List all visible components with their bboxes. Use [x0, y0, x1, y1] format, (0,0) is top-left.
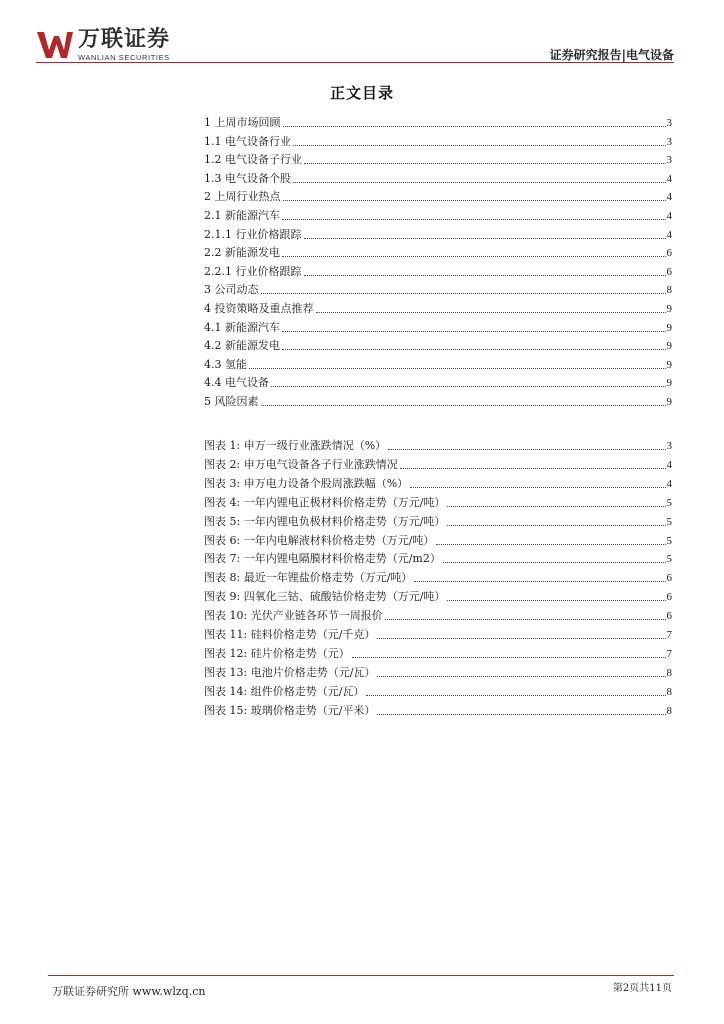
- page-number: 第2页共11页: [612, 983, 672, 994]
- figure-entry-page-number: 5: [666, 534, 672, 547]
- toc-entry[interactable]: [204, 354, 672, 372]
- figure-entry[interactable]: [204, 586, 672, 604]
- dot-leader: [261, 405, 666, 406]
- figure-entry-page-number: 4: [666, 458, 672, 471]
- toc-entry[interactable]: [204, 242, 672, 260]
- figure-entry-label: 图表 3: 申万电力设备个股周涨跌幅（%）: [204, 476, 409, 490]
- figure-entry[interactable]: [204, 435, 672, 453]
- figure-entry[interactable]: [204, 530, 672, 548]
- figure-entry-page-number: 4: [666, 477, 672, 490]
- figure-entry[interactable]: [204, 492, 672, 510]
- dot-leader: [271, 386, 666, 387]
- figure-entry-label: 图表 11: 硅料价格走势（元/千克）: [204, 628, 376, 641]
- figure-entry[interactable]: [204, 643, 672, 661]
- figure-entry-page-number: 6: [666, 591, 672, 604]
- figure-entry-page-number: 6: [666, 572, 672, 585]
- toc-entry-page-number: 9: [666, 358, 672, 371]
- toc-entry-label: 4.3 氢能: [204, 357, 247, 371]
- figure-entry[interactable]: [204, 548, 672, 566]
- toc-entry-label: 1.1 电气设备行业: [204, 134, 291, 148]
- dot-leader: [316, 312, 666, 313]
- figure-entry[interactable]: [204, 567, 672, 585]
- toc-entry-label: 1 上周市场回顾: [204, 116, 281, 129]
- dot-leader: [304, 238, 666, 239]
- toc-entry-page-number: 8: [666, 284, 672, 297]
- figure-entry[interactable]: [204, 605, 672, 623]
- toc-entry-label: 1.3 电气设备个股: [204, 171, 291, 185]
- toc-entry[interactable]: [204, 205, 672, 223]
- dot-leader: [385, 619, 666, 620]
- toc-entry[interactable]: [204, 317, 672, 335]
- dot-leader: [283, 126, 666, 127]
- toc-entry-label: 1.2 电气设备子行业: [204, 153, 302, 167]
- figure-entry-label: 图表 2: 申万电气设备各子行业涨跌情况: [204, 457, 398, 471]
- dot-leader: [377, 638, 665, 639]
- dot-leader: [414, 581, 665, 582]
- dot-leader: [293, 145, 666, 146]
- toc-entry-label: 4.2 新能源发电: [204, 339, 280, 353]
- figure-entry-page-number: 8: [666, 666, 672, 679]
- toc-entry-page-number: 6: [666, 247, 672, 260]
- figure-entry-label: 图表 6: 一年内电解液材料价格走势（万元/吨）: [204, 533, 435, 547]
- toc-entry[interactable]: [204, 335, 672, 353]
- toc-entry[interactable]: [204, 279, 672, 297]
- figure-entry-page-number: 7: [666, 629, 672, 641]
- toc-entry-page-number: 4: [666, 191, 672, 204]
- figure-entry-label: 图表 9: 四氧化三钴、硫酸钴价格走势（万元/吨）: [204, 590, 446, 604]
- figure-entry-label: 图表 8: 最近一年锂盐价格走势（万元/吨）: [204, 571, 413, 585]
- figure-entry-label: 图表 4: 一年内锂电正极材料价格走势（万元/吨）: [204, 495, 446, 509]
- figure-entry[interactable]: [204, 681, 672, 699]
- dot-leader: [352, 657, 666, 658]
- dot-leader: [443, 562, 666, 563]
- figure-entry-page-number: 5: [666, 553, 672, 566]
- dot-leader: [410, 487, 665, 488]
- toc-entry-page-number: 9: [666, 340, 672, 353]
- footer-source: 万联证券研究所 www.wlzq.cn: [52, 985, 206, 998]
- toc-entry[interactable]: [204, 224, 672, 242]
- footer-divider: [48, 975, 674, 976]
- toc-entry-page-number: 9: [666, 377, 672, 390]
- figure-entry-page-number: 8: [666, 704, 672, 717]
- dot-leader: [436, 544, 665, 545]
- toc-entry[interactable]: [204, 261, 672, 279]
- logo-english-name: WANLIAN SECURITIES: [78, 53, 170, 62]
- dot-leader: [282, 256, 666, 257]
- figure-entry-label: 图表 15: 玻璃价格走势（元/平米）: [204, 703, 376, 717]
- dot-leader: [282, 219, 666, 220]
- toc-entry[interactable]: [204, 149, 672, 167]
- toc-entry[interactable]: [204, 112, 672, 130]
- dot-leader: [366, 695, 665, 696]
- toc-entry[interactable]: [204, 186, 672, 204]
- dot-leader: [447, 600, 665, 601]
- toc-entry[interactable]: [204, 298, 672, 316]
- figure-entry-label: 图表 5: 一年内锂电负极材料价格走势（万元/吨）: [204, 514, 446, 528]
- toc-entry-label: 4 投资策略及重点推荐: [204, 302, 314, 315]
- toc-entry[interactable]: [204, 391, 672, 409]
- toc-entry[interactable]: [204, 131, 672, 149]
- toc-entry-page-number: 9: [666, 396, 672, 408]
- dot-leader: [388, 449, 665, 450]
- page-header: [36, 28, 674, 64]
- dot-leader: [377, 676, 665, 677]
- figure-entry-page-number: 3: [666, 440, 672, 452]
- figure-entry-label: 图表 13: 电池片价格走势（元/瓦）: [204, 665, 376, 679]
- toc-entry-label: 2.2 新能源发电: [204, 246, 280, 260]
- figure-entry-label: 图表 12: 硅片价格走势（元）: [204, 646, 350, 660]
- dot-leader: [261, 293, 666, 294]
- toc-entry-page-number: 6: [666, 265, 672, 278]
- logo-chinese-name: 万联证券: [78, 27, 171, 52]
- toc-entry-label: 2.1.1 行业价格跟踪: [204, 227, 302, 241]
- toc-entry[interactable]: [204, 168, 672, 186]
- toc-entry[interactable]: [204, 372, 672, 390]
- figure-entry-page-number: 5: [666, 515, 672, 528]
- figure-entry-label: 图表 7: 一年内锂电隔膜材料价格走势（元/m2）: [204, 552, 441, 566]
- page-title: 正文目录: [329, 84, 394, 102]
- figure-entry-page-number: 8: [666, 685, 672, 698]
- toc-entry-label: 4.4 电气设备: [204, 376, 269, 390]
- toc-entry-label: 2 上周行业热点: [204, 190, 281, 204]
- figure-entry-label: 图表 10: 光伏产业链各环节一周报价: [204, 609, 383, 623]
- dot-leader: [447, 506, 665, 507]
- toc-entry-page-number: 9: [666, 303, 672, 315]
- toc-entry-label: 3 公司动态: [204, 283, 259, 297]
- dot-leader: [377, 714, 665, 715]
- figure-entry-page-number: 5: [666, 496, 672, 509]
- dot-leader: [293, 182, 666, 183]
- toc-entry-page-number: 3: [666, 154, 672, 167]
- toc-entry-label: 2.1 新能源汽车: [204, 209, 280, 222]
- dot-leader: [249, 368, 666, 369]
- figure-entry-page-number: 7: [666, 647, 672, 660]
- dot-leader: [283, 200, 666, 201]
- dot-leader: [282, 349, 666, 350]
- wanlian-logo-icon: [36, 28, 74, 62]
- company-logo: [36, 28, 170, 62]
- figure-entry[interactable]: [204, 511, 672, 529]
- dot-leader: [304, 163, 666, 164]
- toc-entry-label: 4.1 新能源汽车: [204, 320, 280, 334]
- toc-entry-label: 2.2.1 行业价格跟踪: [204, 264, 302, 278]
- figure-entry[interactable]: [204, 473, 672, 491]
- toc-entry-page-number: 4: [666, 210, 672, 222]
- figure-entry[interactable]: [204, 454, 672, 472]
- figure-entry-label: 图表 1: 申万一级行业涨跌情况（%）: [204, 439, 387, 452]
- dot-leader: [282, 331, 666, 332]
- figure-entry[interactable]: [204, 700, 672, 718]
- dot-leader: [304, 275, 666, 276]
- toc-entry-page-number: 4: [666, 172, 672, 185]
- figure-entry[interactable]: [204, 662, 672, 680]
- figure-entry-page-number: 6: [666, 610, 672, 623]
- figure-entry-label: 图表 14: 组件价格走势（元/瓦）: [204, 684, 365, 698]
- toc-entry-page-number: 4: [666, 228, 672, 241]
- report-type-label: 证券研究报告|电气设备: [549, 48, 674, 62]
- toc-entry-label: 5 风险因素: [204, 395, 259, 408]
- figure-entry[interactable]: [204, 624, 672, 642]
- header-divider: [36, 62, 674, 63]
- dot-leader: [400, 468, 666, 469]
- toc-entry-page-number: 9: [666, 321, 672, 334]
- toc-entry-page-number: 3: [666, 135, 672, 148]
- dot-leader: [447, 525, 665, 526]
- toc-entry-page-number: 3: [666, 117, 672, 129]
